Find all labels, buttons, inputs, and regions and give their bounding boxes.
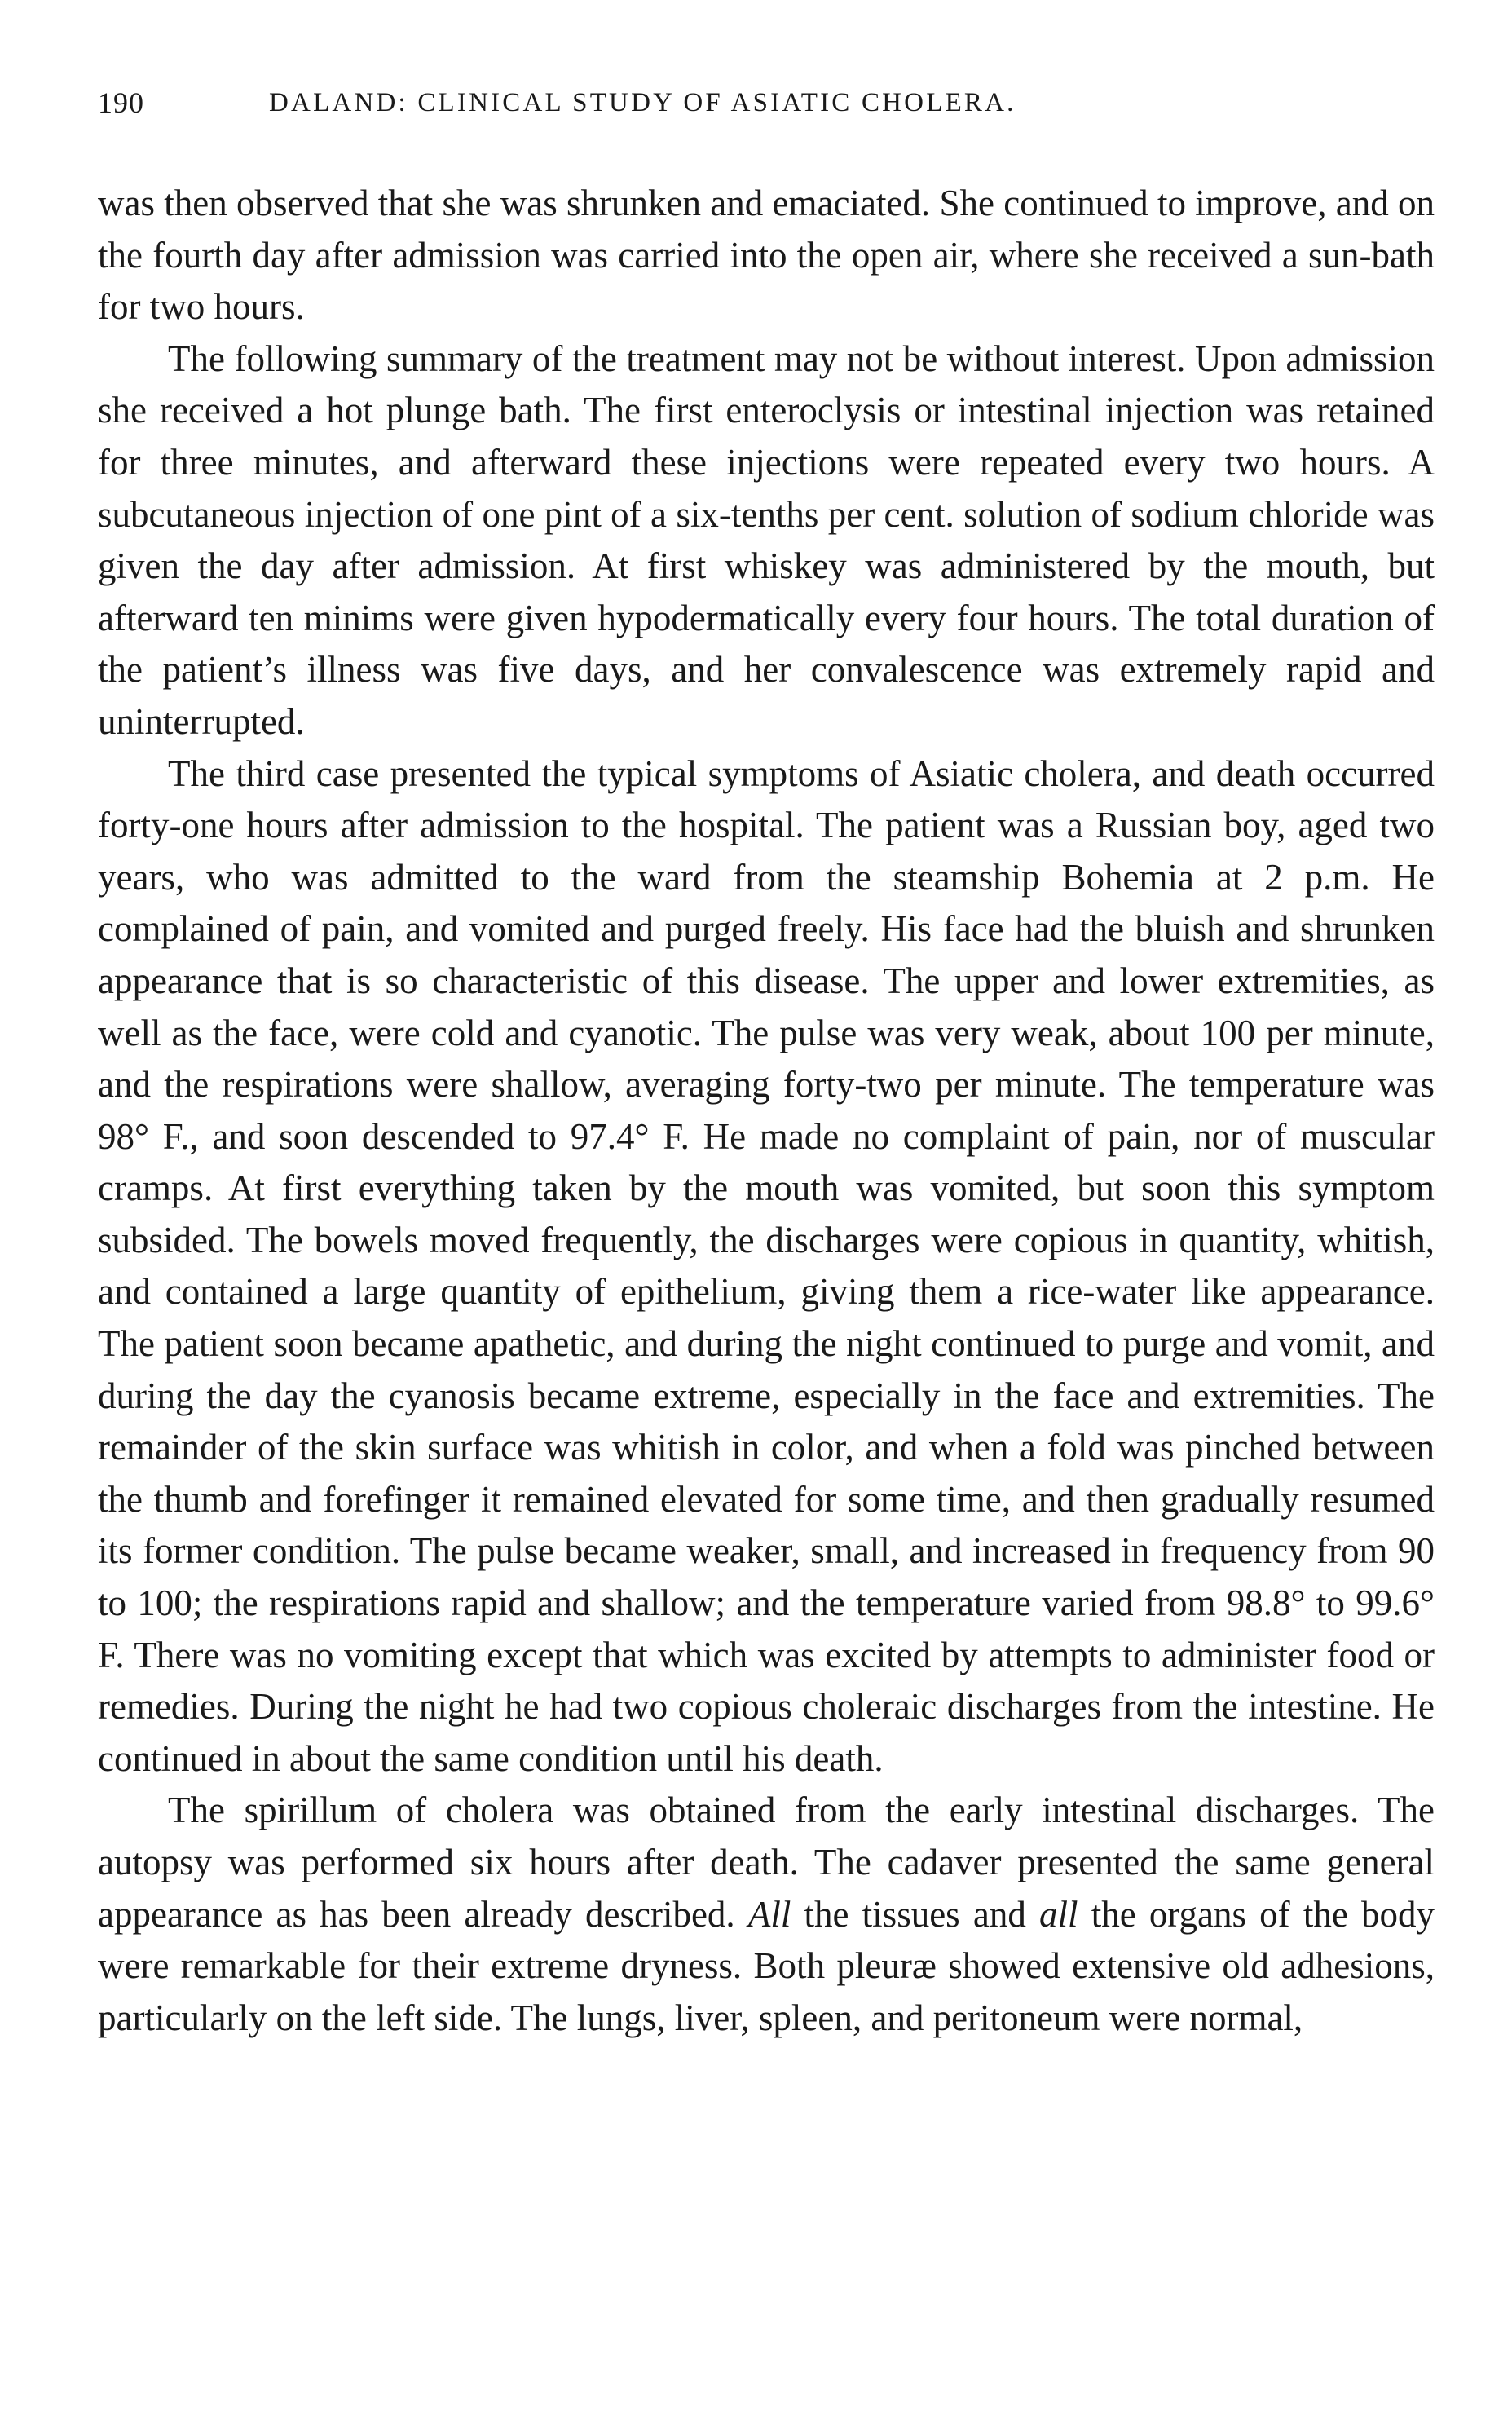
autopsy-text-part-3: the organs of the body were remarkable for their extreme dryness. Both pleuræ showed extensive old adhesions, particularly on the left side. The lungs, liver, spleen, and peritoneum were normal, (98, 1893, 1435, 2038)
paragraph-continuation: was then observed that she was shrunken and emaciated. She continued to improve, and on the fourth day after admission was carried into the open air, where she received a sun-bath for two hours. (98, 183, 1435, 328)
running-head: DALAND: CLINICAL STUDY OF ASIATIC CHOLERA. (269, 88, 1016, 117)
paragraph-treatment-summary: The following summary of the treatment may not be without interest. Upon admission she received a hot plunge bath. The first enteroclysis or intestinal injection was retained for three minutes, and afterward these injections were repeated every two hours. A subcutaneous injection of one pint of a six-tenths per cent. solution of sodium chloride was given the day after admission. At first whiskey was administered by the mouth, but afterward ten minims were given hypodermatically every four hours. The total duration of the patient’s illness was five days, and her convalescence was extremely rapid and uninterrupted. (98, 338, 1435, 742)
body-text (98, 178, 1435, 2044)
italic-all-capital: All (747, 1893, 791, 1935)
page-header (98, 78, 1435, 127)
page-number: 190 (98, 86, 144, 119)
italic-all-lowercase: all (1039, 1893, 1078, 1935)
paragraph-third-case: The third case presented the typical symptoms of Asiatic cholera, and death occurred forty-one hours after admission to the hospital. The patient was a Russian boy, aged two years, who was admitted to the ward from the steamship Bohemia at 2 p.m. He complained of pain, and vomited and purged freely. His face had the bluish and shrunken appearance that is so characteristic of this disease. The upper and lower extremities, as well as the face, were cold and cyanotic. The pulse was very weak, about 100 per minute, and the respirations were shallow, averaging forty-two per minute. The temperature was 98° F., and soon descended to 97.4° F. He made no complaint of pain, nor of muscular cramps. At first everything taken by the mouth was vomited, but soon this symptom subsided. The bowels moved frequently, the discharges were copious in quantity, whitish, and contained a large quantity of epithelium, giving them a rice-water like appearance. The patient soon became apathetic, and during the night continued to purge and vomit, and during the day the cyanosis became extreme, especially in the face and extremities. The remainder of the skin surface was whitish in color, and when a fold was pinched between the thumb and forefinger it remained elevated for some time, and then gradually resumed its former condition. The pulse became weaker, small, and increased in frequency from 90 to 100; the respirations rapid and shallow; and the temperature varied from 98.8° to 99.6° F. There was no vomiting except that which was excited by attempts to administer food or remedies. During the night he had two copious choleraic discharges from the intestine. He continued in about the same condition until his death. (98, 753, 1435, 1779)
autopsy-text-part-1: The spirillum of cholera was obtained from the early intestinal discharges. The autopsy was performed six hours after death. The cadaver presented the same general appearance as has been already described. (98, 1790, 1435, 1935)
book-page (98, 78, 1435, 2044)
autopsy-text-part-2: the tissues and (804, 1893, 1026, 1935)
paragraph-autopsy (98, 1785, 1435, 2044)
